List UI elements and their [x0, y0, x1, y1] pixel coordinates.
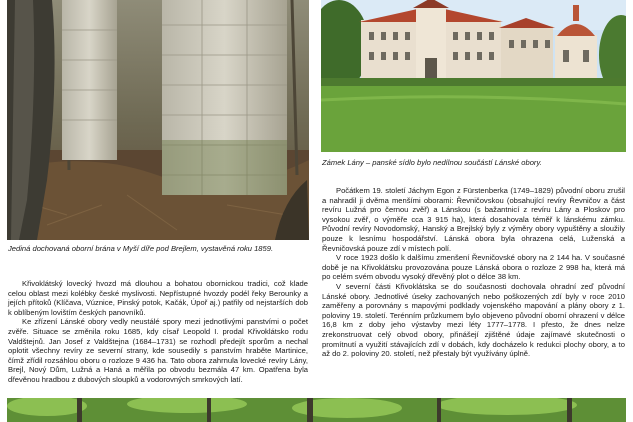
- photo-gate: [7, 0, 309, 240]
- paragraph: V roce 1923 došlo k dalšímu zmenšení Řevničovské obory na 2 144 ha. V současné době je na Křivoklátsku provozována pouze Lánská obora o rozloze 2 998 ha, která má po celém svém obvodu vysoký dřevěný plot o délce 38 km.: [322, 253, 625, 282]
- paragraph: V severní části Křivoklátska se do současnosti dochovala ohradní zeď původní Lánské obory. Jednotlivé úseky zachovaných nebo poškozených zdí byly v roce 2010 zaměřeny a porovnány s mapovými podklady vojenského mapování a plány obory z 1. poloviny 19. století. Terénním průzkumem bylo objeveno původní oborní ohrazení v délce 16,8 km z doby jeho výstavby mezi léty 1777–1778. I přesto, že dnes nelze zrekonstruovat celý obvod obory, přinášejí zjištěné údaje zajímavé skutečnosti o promítnutí a využití stávajících zdí v dobách, kdy docházelo k redukci plochy obory, a to až do 2. poloviny 20. století, než přestaly být využívány úplně.: [322, 281, 625, 359]
- caption-chateau: Zámek Lány – panské sídlo bylo nedílnou součástí Lánské obory.: [322, 158, 542, 167]
- photo-chateau: [321, 0, 626, 152]
- paragraph: Křivoklátský lovecký hvozd má dlouhou a bohatou obornickou tradici, což klade celou oblast mezi kolébky české myslivosti. Nepřístupné hvozdy podél řeky Berounky a jejích přítoků (Klíčava, Vúznice, Pinský potok, Kačák, Úpoř aj.) patřily od nejstarších dob k oblíbeným lovištím českých panovníků.: [8, 279, 308, 317]
- text-column-left: [8, 279, 308, 385]
- caption-gate: Jediná dochovaná oborní brána v Myší díře pod Brejlem, vystavěná roku 1859.: [8, 244, 274, 253]
- paragraph: Počátkem 19. století Jáchym Egon z Fürstenberka (1749–1829) původní oboru zrušil a nahradil ji dvěma menšími oborami: Řevničovskou (obsahující revíry Řevničov a část revíru Lužná pro černou zvěř) a Lánskou (s bažantnicí z revíru Lány a Ploskov pro vysokou zvěř, o výměře cca 3 915 ha), která dosahovala téměř k lánskému zámku. Původní revíry Novodomský, Hanský a Brejlský byly z výměry obory vypuštěny a sloužily pouze k lesnímu hospodářství. Lánská obora byla ohrazena celá, Luženská a Řevničovská pouze zdí v místech polí.: [322, 186, 625, 253]
- text-column-right: [322, 186, 625, 359]
- photo-forest: [7, 398, 626, 422]
- paragraph: Ke zřízení Lánské obory vedly neustálé spory mezi jednotlivými panstvími o počet zvěře. Situace se změnila roku 1685, kdy císař Leopold I. prodal Křivoklátsko rodu Valdštejnů. Jan Josef z Valdštejna (1684–1731) se rozhodl předejít sporům a nechal oplotit všechny revíry ze severní strany, kde sousedily s panstvím hraběte Martinice, čímž zřídil rozsáhlou oboru o rozloze 9 436 ha. Tato obora zahrnula lovecké revíry Lány, Brejl, Nový Dům, Lužná a Haná a měřila po obvodu bezmála 47 km. Opatřena byla dřevěnou hradbou z dubových sloupků a vodorovných smrkových latí.: [8, 317, 308, 384]
